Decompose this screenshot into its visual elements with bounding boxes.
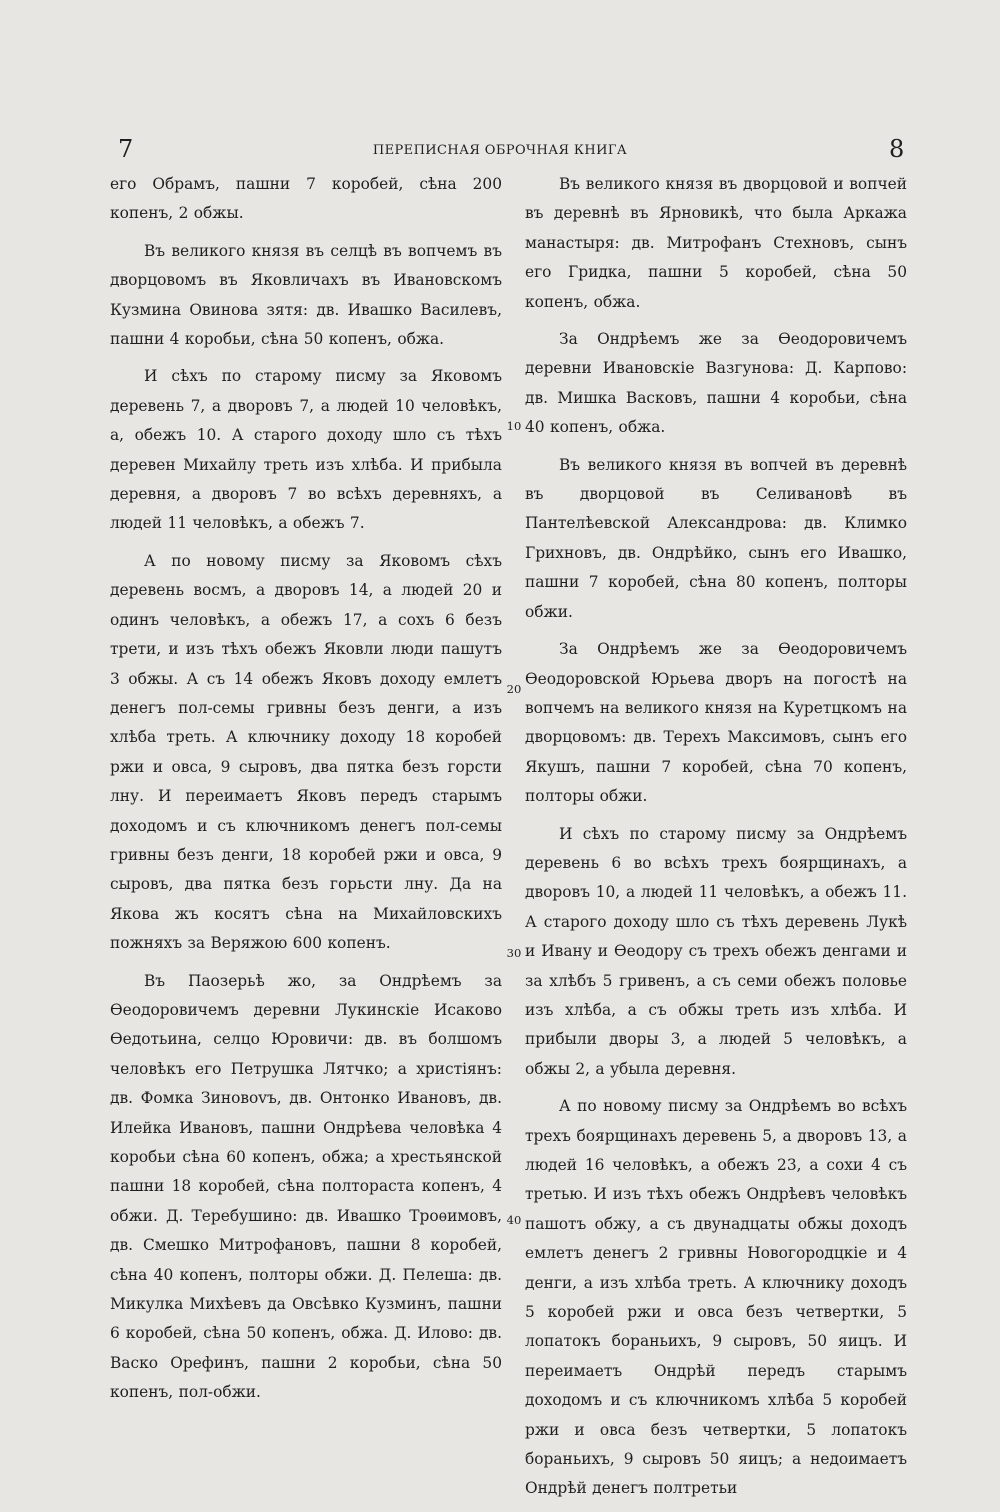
paragraph: За Ондрѣемъ же за Ѳеодоровичемъ деревни Ивановскіе Вазгунова: Д. Карпово: дв. Мишка Васковъ, пашни 4 коробьи, сѣна 40 копенъ, обжа. bbox=[525, 330, 907, 437]
paragraph: За Ондрѣемъ же за Ѳеодоровичемъ Ѳеодоровской Юрьева дворъ на погостѣ на вопчемъ на великого князя на Куретцкомъ на дворцовомъ: дв. Терехъ Максимовъ, сынъ его Якушъ, пашни 7 коробей, сѣна 70 копенъ, полторы обжи. bbox=[525, 640, 907, 806]
paragraph: Въ великого князя въ вопчей въ деревнѣ въ дворцовой въ Селивановѣ въ Пантелѣевской Александрова: дв. Климко Грихновъ, дв. Ондрѣйко, сынъ его Ивашко, пашни 7 коробей, сѣна 80 копенъ, полторы обжи. bbox=[525, 455, 907, 621]
line-number: 20 bbox=[506, 682, 522, 696]
paragraph: Въ Паозерьѣ жо, за Ондрѣемъ за Ѳеодоровичемъ деревни Лукинскіе Исаково Ѳедотьина, селцо Юровичи: дв. въ болшомъ человѣкъ его Петрушка Лятчко; а христіянъ: дв. Фомка Зиновovъ, дв. Онтонко Ивановъ, дв. Илейка Ивановъ, пашни Ондрѣева человѣка 4 коробьи сѣна 60 копенъ, обжа; а хрестьянской пашни 18 коробей, сѣна полтораста копенъ, 4 обжи. Д. Теребушино: дв. Ивашко Троѳимовъ, дв. Смешко Митрофановъ, пашни 8 коробей, сѣна 40 копенъ, полторы обжи. Д. Пелеша: дв. Микулка Михѣевъ да Овсѣвко Кузминъ, пашни 6 коробей, сѣна 50 копенъ, обжа. Д. Илово: дв. Васко Орефинъ, пашни 2 коробьи, сѣна 50 копенъ, пол-обжи. bbox=[110, 971, 502, 1402]
page-number-right: 8 bbox=[889, 135, 905, 163]
paragraph: А по новому писму за Яковомъ сѣхъ деревень восмъ, а дворовъ 14, а людей 20 и одинъ человѣкъ, а обежъ 17, а сохъ 6 безъ трети, и изъ тѣхъ обежъ Яковли люди пашутъ 3 обжы. А съ 14 обежъ Яковъ доходу емлетъ денегъ пол-семы гривны безъ денги, а изъ хлѣба треть. А ключнику доходу 18 коробей ржи и овса, 9 сыровъ, два пятка безъ горсти лну. И переимаетъ Яковъ передъ старымъ доходомъ и съ ключникомъ денегъ пол-семы гривны безъ денги, 18 коробей ржи и овса, 9 сыровъ, два пятка безъ горьсти лну. Да на Якова жъ косятъ сѣна на Михайловскихъ пожняхъ за Веряжою 600 копенъ. bbox=[110, 551, 502, 953]
paragraph: А по новому писму за Ондрѣемъ во всѣхъ трехъ боярщинахъ деревень 5, а дворовъ 13, а людей 16 человѣкъ, а обежъ 23, а сохи 4 съ третью. И изъ тѣхъ обежъ Ондрѣевъ человѣкъ пашотъ обжу, а съ двунадцаты обжы доходъ емлетъ денегъ 2 гривны Новогородцкіе и 4 денги, а изъ хлѣба треть. А ключнику доходъ 5 коробей ржи и овса безъ четвертки, 5 лопатокъ бораньихъ, 9 сыровъ, 50 яицъ. И переимаетъ Ондрѣй передъ старымъ доходомъ и съ ключникомъ хлѣба 5 коробей ржи и овса безъ четвертки, 5 лопатокъ бораньихъ, 9 сыровъ 50 яицъ; а недоимаетъ Ондрѣй денегъ полтретьи bbox=[525, 1097, 907, 1498]
running-title: ПЕРЕПИСНАЯ ОБРОЧНАЯ КНИГА bbox=[372, 143, 628, 158]
paragraph: И сѣхъ по старому писму за Яковомъ деревень 7, а дворовъ 7, а людей 10 человѣкъ, а, обежъ 10. А старого доходу шло съ тѣхъ деревен Михайлу треть изъ хлѣба. И прибыла деревня, а дворовъ 7 во всѣхъ деревняхъ, а людей 11 человѣкъ, а обежъ 7. bbox=[110, 367, 502, 533]
line-number: 30 bbox=[506, 946, 522, 960]
paragraph: И сѣхъ по старому писму за Ондрѣемъ деревень 6 во всѣхъ трехъ боярщинахъ, а дворовъ 10, а людей 11 человѣкъ, а обежъ 11. А старого доходу шло съ тѣхъ деревень Лукѣ и Ивану и Ѳеодору съ трехъ обежъ денгами и за хлѣбъ 5 гривенъ, а съ семи обежъ половье изъ хлѣба, а съ обжы треть изъ хлѣба. И прибыли дворы 3, а людей 5 человѣкъ, а обжы 2, а убыла деревня. bbox=[525, 824, 907, 1078]
page-number-left: 7 bbox=[118, 135, 134, 163]
paragraph: его Обрамъ, пашни 7 коробей, сѣна 200 копенъ, 2 обжы. bbox=[110, 175, 502, 223]
paragraph: Въ великого князя въ селцѣ въ вопчемъ въ дворцовомъ въ Яковличахъ въ Ивановскомъ Кузмина Овинова зятя: дв. Ивашко Василевъ, пашни 4 коробьи, сѣна 50 копенъ, обжа. bbox=[110, 241, 502, 349]
paragraph: Въ великого князя въ дворцовой и вопчей въ деревнѣ въ Ярновикѣ, что была Аркажа манастыря: дв. Митрофанъ Стехновъ, сынъ его Гридка, пашни 5 коробей, сѣна 50 копенъ, обжа. bbox=[525, 175, 907, 311]
line-number: 40 bbox=[506, 1213, 522, 1227]
running-header bbox=[0, 134, 1000, 168]
line-number: 10 bbox=[506, 419, 522, 433]
right-column bbox=[525, 170, 907, 1512]
left-column bbox=[110, 170, 502, 1416]
